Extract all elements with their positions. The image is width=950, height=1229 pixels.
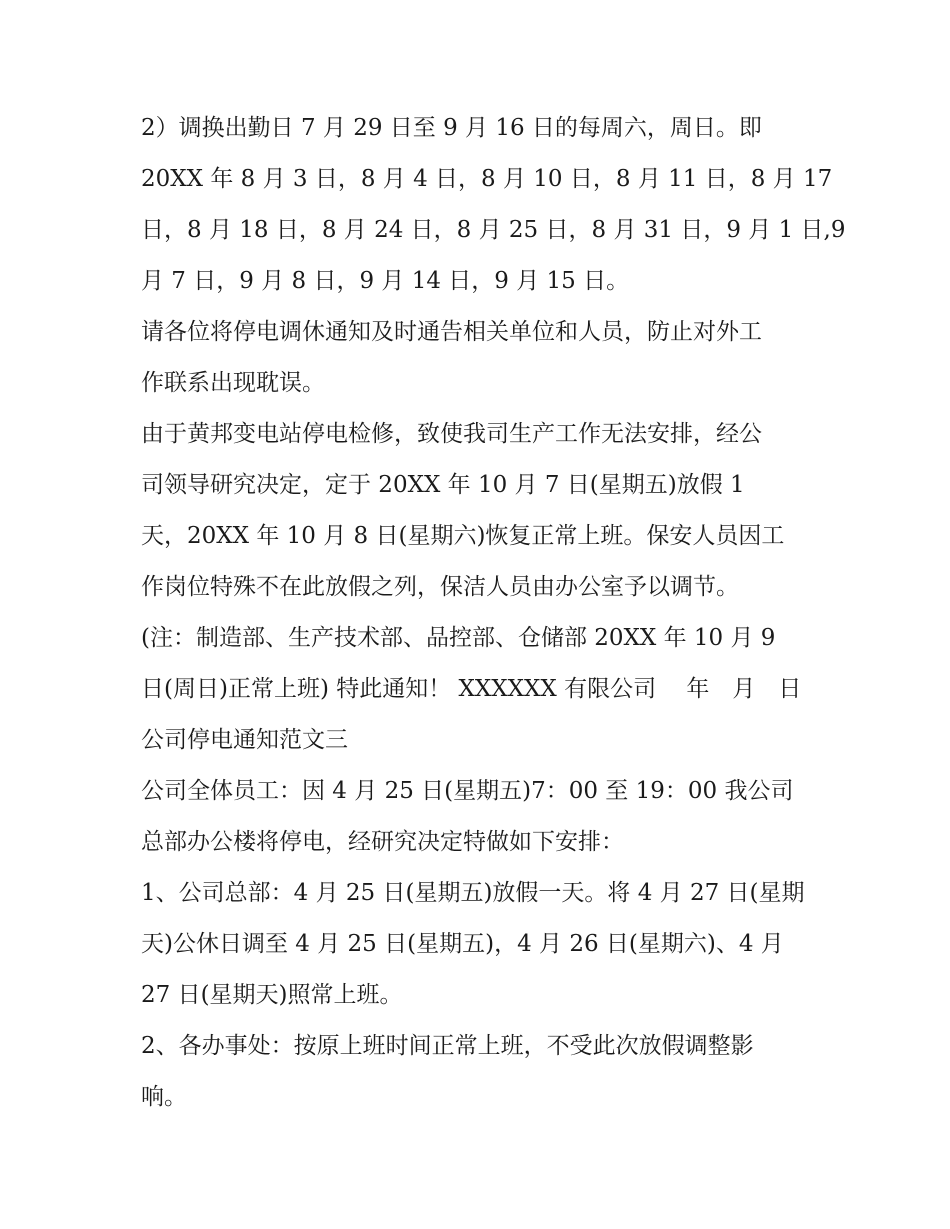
text-line: 作岗位特殊不在此放假之列，保洁人员由办公室予以调节。 xyxy=(141,574,739,600)
text-line: 1、公司总部：4 月 25 日(星期五)放假一天。将 4 月 27 日(星期 xyxy=(141,880,805,906)
text-line: 司领导研究决定，定于 20XX 年 10 月 7 日(星期五)放假 1 xyxy=(141,472,745,498)
text-line: 月 7 日，9 月 8 日，9 月 14 日，9 月 15 日。 xyxy=(141,268,630,294)
text-line: 总部办公楼将停电，经研究决定特做如下安排： xyxy=(141,829,624,855)
text-line: 公司全体员工：因 4 月 25 日(星期五)7：00 至 19：00 我公司 xyxy=(141,778,794,804)
text-line: 响。 xyxy=(141,1084,187,1110)
text-line: 日，8 月 18 日，8 月 24 日，8 月 25 日，8 月 31 日，9 月 1 日,9 xyxy=(141,217,846,243)
text-line: 2、各办事处：按原上班时间正常上班，不受此次放假调整影 xyxy=(141,1033,754,1059)
text-line: 由于黄邦变电站停电检修，致使我司生产工作无法安排，经公 xyxy=(141,421,762,447)
text-line: 2）调换出勤日 7 月 29 日至 9 月 16 日的每周六，周日。即 xyxy=(141,115,762,141)
document-body xyxy=(141,103,846,1123)
text-line: 天，20XX 年 10 月 8 日(星期六)恢复正常上班。保安人员因工 xyxy=(141,523,785,549)
text-line: 请各位将停电调休通知及时通告相关单位和人员，防止对外工 xyxy=(141,319,762,345)
text-line: 27 日(星期天)照常上班。 xyxy=(141,982,403,1008)
text-line: 日(周日)正常上班) 特此通知！ XXXXXX 有限公司 年 月 日 xyxy=(141,676,802,702)
text-line: 作联系出现耽误。 xyxy=(141,370,325,396)
text-line: 20XX 年 8 月 3 日，8 月 4 日，8 月 10 日，8 月 11 日，8 月 17 xyxy=(141,166,833,192)
section-heading: 公司停电通知范文三 xyxy=(141,727,348,753)
text-line: (注：制造部、生产技术部、品控部、仓储部 20XX 年 10 月 9 xyxy=(141,625,776,651)
text-line: 天)公休日调至 4 月 25 日(星期五)，4 月 26 日(星期六)、4 月 xyxy=(141,931,784,957)
